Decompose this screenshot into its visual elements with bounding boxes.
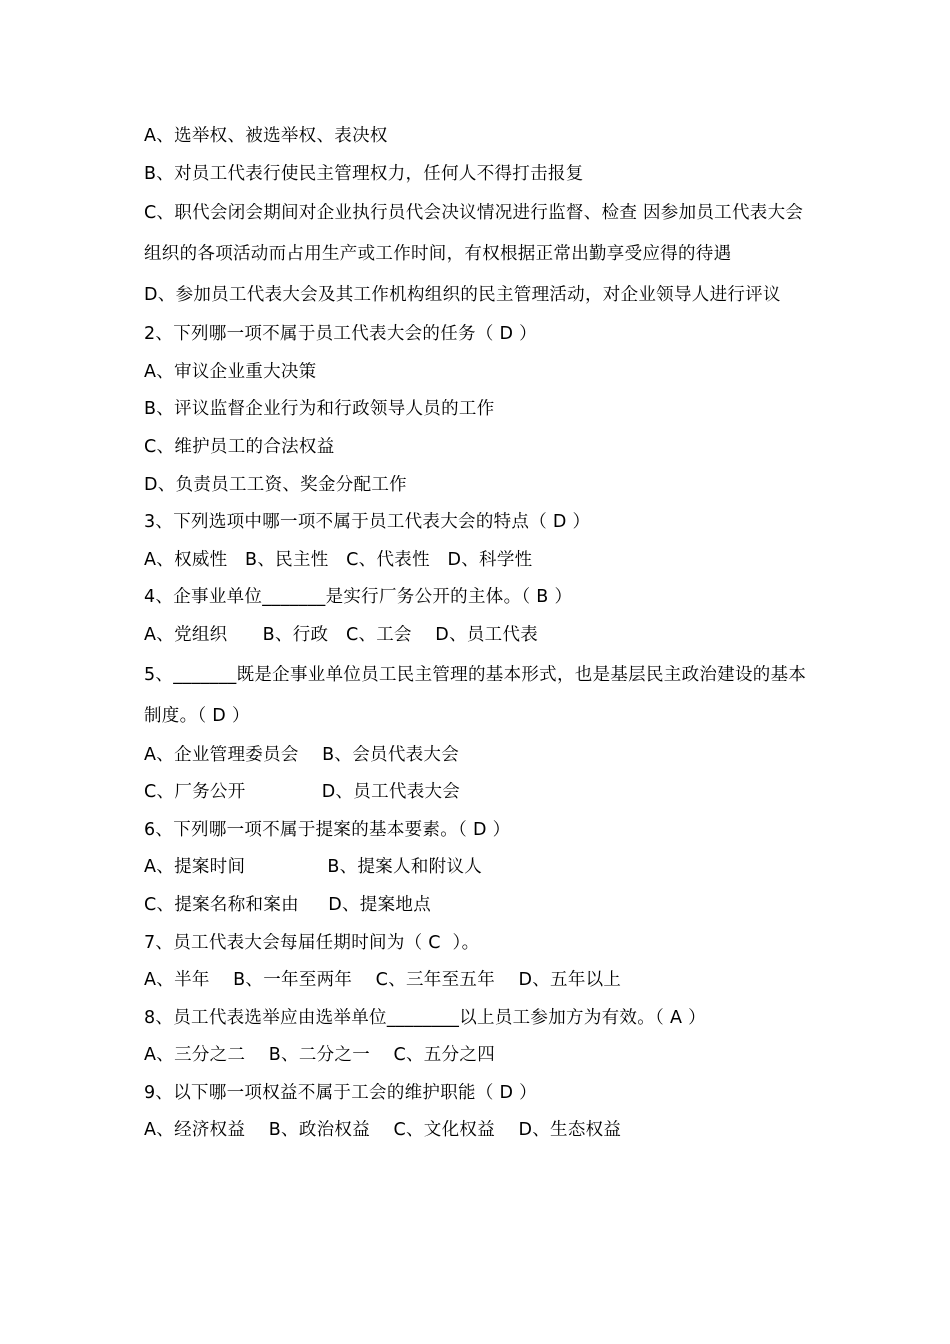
option-line: C、提案名称和案由 D、提案地点 — [144, 894, 432, 915]
option-line: C、维护员工的合法权益 — [144, 436, 335, 457]
text-paragraph: D、参加员工代表大会及其工作机构组织的民主管理活动，对企业领导人进行评议 — [144, 285, 781, 306]
question-line: 6、下列哪一项不属于提案的基本要素。（ D ） — [144, 819, 511, 840]
question-line: 9、以下哪一项权益不属于工会的维护职能（ D ） — [144, 1082, 537, 1103]
text-line: A、选举权、被选举权、表决权 — [144, 126, 388, 146]
text-paragraph: C、职代会闭会期间对企业执行员代会决议情况进行监督、检查 因参加员工代表大会组织的各项活动而占用生产或工作时间，有权根据正常出勤享受应得的待遇 — [144, 203, 804, 265]
option-line: A、半年 B、一年至两年 C、三年至五年 D、五年以上 — [144, 970, 622, 991]
option-line: A、审议企业重大决策 — [144, 361, 317, 382]
option-line: A、党组织 B、行政 C、工会 D、员工代表 — [144, 624, 539, 645]
option-line: A、提案时间 B、提案人和附议人 — [144, 857, 483, 878]
option-line: B、评议监督企业行为和行政领导人员的工作 — [144, 399, 495, 420]
question-line: 2、下列哪一项不属于员工代表大会的任务（ D ） — [144, 324, 537, 345]
option-line: A、经济权益 B、政治权益 C、文化权益 D、生态权益 — [144, 1120, 622, 1141]
question-paragraph: 5、_______既是企事业单位员工民主管理的基本形式，也是基层民主政治建设的基本制度。（ D ） — [144, 664, 807, 726]
question-line: 8、员工代表选举应由选举单位________以上员工参加方为有效。（ A ） — [144, 1007, 706, 1028]
option-line: D、负责员工工资、奖金分配工作 — [144, 474, 407, 495]
question-line: 7、员工代表大会每届任期时间为（ C ）。 — [144, 932, 480, 953]
text-line: B、对员工代表行使民主管理权力，任何人不得打击报复 — [144, 163, 584, 184]
option-line: C、厂务公开 D、员工代表大会 — [144, 782, 461, 803]
option-line: A、权威性 B、民主性 C、代表性 D、科学性 — [144, 549, 533, 570]
question-line: 3、下列选项中哪一项不属于员工代表大会的特点（ D ） — [144, 512, 591, 533]
document-body — [144, 118, 816, 1150]
option-line: A、企业管理委员会 B、会员代表大会 — [144, 744, 460, 765]
option-line: A、三分之二 B、二分之一 C、五分之四 — [144, 1045, 495, 1066]
question-line: 4、企事业单位_______是实行厂务公开的主体。（ B ） — [144, 587, 573, 608]
